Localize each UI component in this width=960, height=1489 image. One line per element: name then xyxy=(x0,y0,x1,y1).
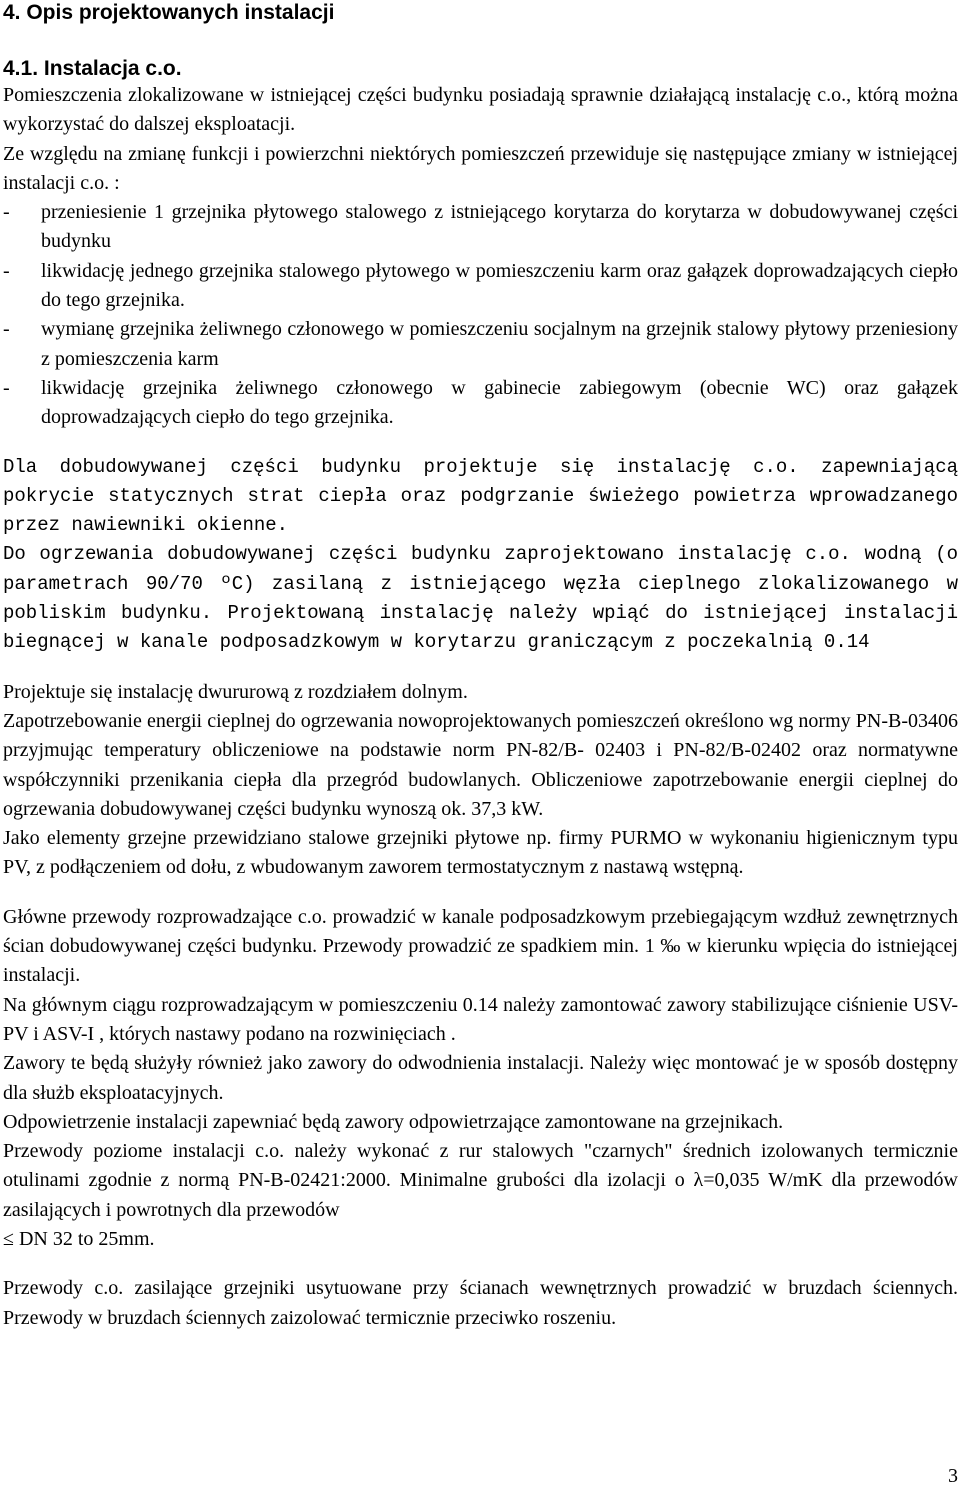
intro-paragraph-1: Pomieszczenia zlokalizowane w istniejącej części budynku posiadają sprawnie działającą instalację c.o., którą można wykorzystać do dalszej eksploatacji. xyxy=(3,84,958,136)
design-paragraph-1: Dla dobudowywanej części budynku projektuje się instalację c.o. zapewniającą pokrycie statycznych strat ciepła oraz podgrzanie świeżego powietrza wprowadzanego przez nawiewniki okienne. xyxy=(3,455,958,537)
section-heading: 4. Opis projektowanych instalacji xyxy=(3,1,335,24)
piping-paragraph-2: Na głównym ciągu rozprowadzającym w pomieszczeniu 0.14 należy zamontować zawory stabilizujące ciśnienie USV-PV i ASV-I , których nastawy podano na rozwinięciach . xyxy=(3,993,958,1045)
list-item-text: likwidację grzejnika żeliwnego członowego w gabinecie zabiegowym (obecnie WC) oraz gałązek doprowadzających ciepło do tego grzejnika. xyxy=(41,376,958,429)
spacer xyxy=(3,433,958,453)
spacer xyxy=(3,658,958,678)
subsection-heading: 4.1. Instalacja c.o. xyxy=(3,57,182,80)
walls-paragraph-1: Przewody c.o. zasilające grzejniki usytuowane przy ścianach wewnętrznych prowadzić w bruzdach ściennych. Przewody w bruzdach ściennych zaizolować termicznie przeciwko roszeniu. xyxy=(3,1277,958,1329)
list-item xyxy=(3,198,958,257)
piping-paragraph-5-tail: ≤ DN 32 to 25mm. xyxy=(3,1227,155,1250)
list-item-text: przeniesienie 1 grzejnika płytowego stalowego z istniejącego korytarza do korytarza w dobudowywanej części budynku xyxy=(41,201,958,253)
spacer xyxy=(3,1254,958,1274)
piping-paragraph-3: Zawory te będą służyły również jako zawory do odwodnienia instalacji. Należy więc montować je w sposób dostępny dla służb eksploatacyjnych. xyxy=(3,1052,958,1104)
list-dash: - xyxy=(3,376,10,399)
list-item-text: wymianę grzejnika żeliwnego członowego w pomieszczeniu socjalnym na grzejnik stalowy płytowy przeniesiony z pomieszczenia karm xyxy=(41,318,958,370)
list-dash: - xyxy=(3,318,10,341)
document-body xyxy=(3,81,958,1333)
spacer xyxy=(3,883,958,903)
system-paragraph-3: Jako elementy grzejne przewidziano stalowe grzejniki płytowe np. firmy PURMO w wykonaniu higienicznym typu PV, z podłączeniem od dołu, z wbudowanym zaworem termostatycznym z nastawą wstępną. xyxy=(3,827,958,879)
system-paragraph-1: Projektuje się instalację dwururową z rozdziałem dolnym. xyxy=(3,680,468,703)
piping-paragraph-4: Odpowietrzenie instalacji zapewniać będą zawory odpowietrzające zamontowane na grzejnikach. xyxy=(3,1110,784,1133)
piping-paragraph-5: Przewody poziome instalacji c.o. należy wykonać z rur stalowych "czarnych" średnich izolowanych termicznie otulinami zgodnie z normą PN-B-02421:2000. Minimalne grubości dla izolacji o λ=0,035 W/mK dla przewodów zasilających i powrotnych dla przewodów xyxy=(3,1140,958,1221)
piping-paragraph-1: Główne przewody rozprowadzające c.o. prowadzić w kanale podposadzkowym przebiegającym wzdłuż zewnętrznych ścian dobudowywanej części budynku. Przewody prowadzić ze spadkiem min. 1 ‰ w kierunku wpięcia do istniejącej instalacji. xyxy=(3,905,958,987)
intro-paragraph-2: Ze względu na zmianę funkcji i powierzchni niektórych pomieszczeń przewiduje się następujące zmiany w istniejącej instalacji c.o. : xyxy=(3,142,958,194)
list-dash: - xyxy=(3,259,10,282)
list-dash: - xyxy=(3,201,10,224)
list-item-text: likwidację jednego grzejnika stalowego płytowego w pomieszczeniu karm oraz gałązek doprowadzających ciepło do tego grzejnika. xyxy=(41,259,958,312)
changes-list xyxy=(3,198,958,432)
list-item xyxy=(3,315,958,374)
design-paragraph-2: Do ogrzewania dobudowywanej części budynku zaprojektowano instalację c.o. wodną (o parametrach 90/70 ºC) zasilaną z istniejącego węzła cieplnego zlokalizowanego w pobliskim budynku. Projektowaną instalację należy wpiąć do istniejącej instalacji biegnącej w kanale podposadzkowym w korytarzu graniczącym z poczekalnią 0.14 xyxy=(3,543,958,654)
list-item xyxy=(3,374,958,433)
system-paragraph-2: Zapotrzebowanie energii cieplnej do ogrzewania nowoprojektowanych pomieszczeń określono wg normy PN-B-03406 przyjmując temperatury obliczeniowe na podstawie norm PN-82/B- 02403 i PN-82/B-02402 oraz normatywne współczynniki przenikania ciepła dla przegród budowlanych. Obliczeniowe zapotrzebowanie energii cieplnej do ogrzewania dobudowywanej części budynku wynoszą ok. 37,3 kW. xyxy=(3,709,958,820)
page-number: 3 xyxy=(948,1465,958,1487)
list-item xyxy=(3,257,958,316)
